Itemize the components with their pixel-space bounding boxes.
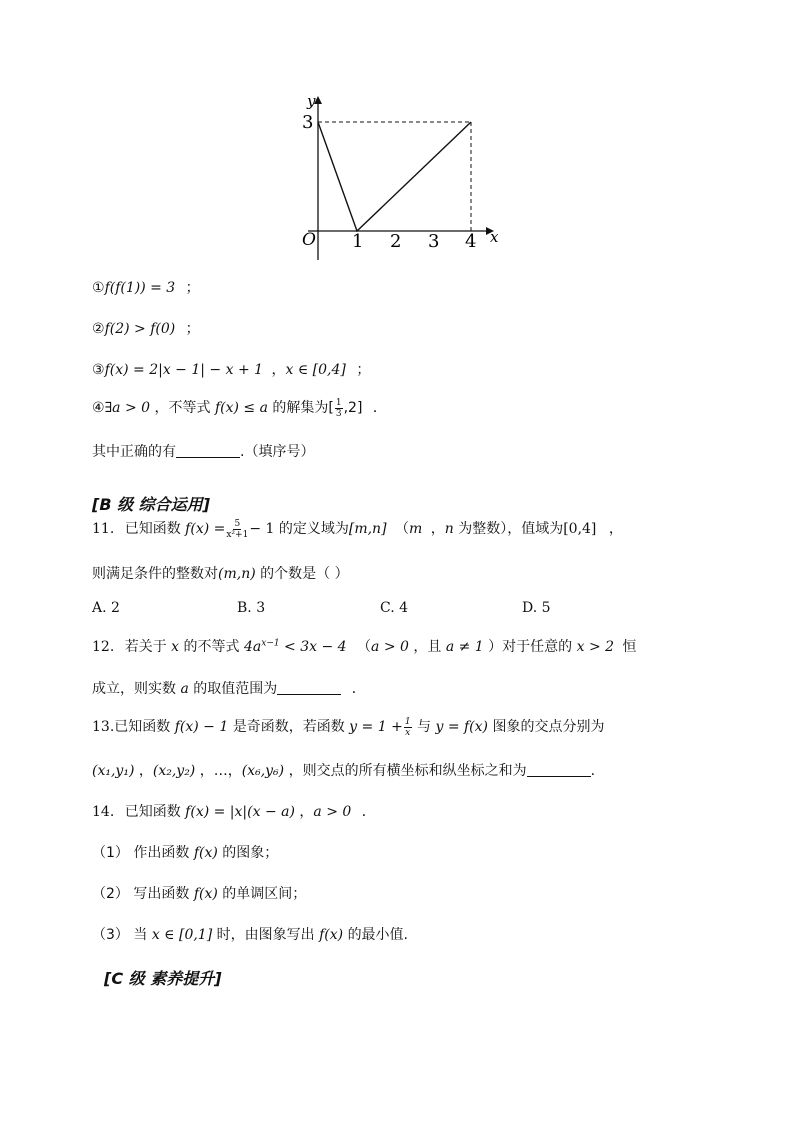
q13-answer-blank[interactable]: [527, 762, 591, 777]
answer-prompt-suffix: .（填序号）: [240, 444, 315, 460]
q13-sep2: ，…，: [199, 763, 242, 779]
q14-part-2-text: 写出函数: [133, 886, 190, 902]
semicolon: ；: [185, 280, 200, 296]
q12-line2-text2: 的取值范围为: [193, 681, 278, 697]
q13-text3: 与: [417, 719, 431, 735]
y-axis-label: y: [307, 92, 316, 110]
conclusion-4-ineq: f(x) ≤ a: [214, 400, 268, 416]
q11-text6: ，: [608, 521, 623, 537]
q14-part-1-text: 作出函数: [133, 845, 190, 861]
question-11-line1: [92, 518, 623, 540]
question-12-line1: [92, 636, 637, 656]
q11-domain: [m,n]: [348, 521, 387, 537]
q12-text1: 若关于: [124, 639, 167, 655]
q14-text1: 已知函数: [124, 804, 181, 820]
q14-part-1: [92, 842, 278, 862]
answer-blank[interactable]: [176, 443, 240, 458]
x-tick-2: 2: [390, 231, 402, 252]
y-tick-3: 3: [302, 112, 314, 133]
circle-number-4: ④: [92, 400, 105, 416]
q11-option-c[interactable]: C. 4: [380, 600, 409, 616]
q14-part-2-num: （2）: [92, 886, 129, 902]
circle-number-1: ①: [92, 280, 105, 296]
period: ．: [372, 400, 387, 416]
semicolon: ；: [356, 362, 371, 378]
q12-inequality: $4a^{x-1} < 3x - 4$: [243, 638, 347, 655]
q14-part-2: [92, 883, 306, 903]
q12-text3: （: [357, 639, 372, 655]
q13-point-1: (x₁,y₁): [92, 763, 135, 779]
conclusion-4-text1: ，不等式: [154, 400, 211, 416]
q13-sep1: ，: [138, 763, 153, 779]
q14-f: f(x) = |x|(x − a): [185, 804, 295, 820]
answer-prompt: [92, 441, 314, 461]
q12-x: x: [171, 639, 180, 655]
q14-part-1-f: f(x): [193, 845, 218, 861]
q14-text2: ，: [299, 804, 314, 820]
comma: ，: [271, 362, 286, 378]
x-axis-label: x: [490, 228, 499, 246]
q12-cond1: a > 0: [371, 639, 409, 655]
q14-part-2-end: 的单调区间；: [222, 886, 307, 902]
conclusion-2-expr: f(2) > f(0): [104, 321, 176, 337]
q11-text5: 为整数），值域为: [458, 521, 564, 537]
function-curve: [318, 122, 471, 231]
fraction-one-third: $\frac{1}{3}$: [335, 397, 342, 419]
q14-part-3-num: （3）: [92, 927, 129, 943]
q13-point-6: (x₆,y₆): [241, 763, 285, 779]
period: ．: [361, 804, 376, 820]
q14-part-3-domain: x ∈ [0,1]: [151, 927, 213, 943]
q11-pair: (m,n): [218, 566, 256, 582]
conclusion-3-expr: f(x) = 2|x − 1| − x + 1: [104, 362, 264, 378]
answer-prompt-text: 其中正确的有: [92, 444, 176, 460]
semicolon: ；: [185, 321, 200, 337]
q14-part-3-text2: 时，由图象写出: [216, 927, 315, 943]
conclusion-1: [92, 277, 200, 297]
circle-number-2: ②: [92, 321, 105, 337]
q12-text2: 的不等式: [183, 639, 240, 655]
q11-option-d[interactable]: D. 5: [522, 600, 551, 616]
q11-text3: （: [394, 521, 409, 537]
q13-line2-text: ，则交点的所有横坐标和纵坐标之和为: [288, 763, 527, 779]
q12-answer-blank[interactable]: [277, 680, 341, 695]
question-number: 13.: [92, 719, 115, 735]
conclusion-4-text3: ,2]: [343, 400, 363, 416]
x-tick-3: 3: [428, 231, 440, 252]
conclusion-3-domain: x ∈ [0,4]: [285, 362, 346, 378]
q14-part-3-text: 当: [133, 927, 148, 943]
conclusion-4: [92, 397, 387, 419]
q12-cond2: a ≠ 1: [445, 639, 484, 655]
conclusion-4-exists: ∃a > 0: [104, 400, 151, 416]
question-13-line2: [92, 760, 595, 780]
conclusion-2: [92, 318, 200, 338]
q14-part-2-f: f(x): [193, 886, 218, 902]
q14-part-3: [92, 924, 408, 944]
origin-label: O: [302, 230, 316, 250]
question-13-line1: [92, 716, 604, 738]
q11-text1: 已知函数: [124, 521, 181, 537]
q13-point-2: (x₂,y₂): [152, 763, 196, 779]
q14-part-3-end: 的最小值.: [347, 927, 409, 943]
q11-f: f(x) =: [185, 521, 226, 537]
period: ．: [351, 681, 366, 697]
q11-m: m: [408, 521, 423, 537]
q11-n: n: [444, 521, 454, 537]
q14-cond: a > 0: [313, 804, 352, 820]
q13-text2: 是奇函数，若函数: [232, 719, 345, 735]
question-number: 12.: [92, 639, 115, 655]
q12-text6: 恒: [622, 639, 637, 655]
q11-option-b[interactable]: B. 3: [237, 600, 266, 616]
q11-minus1: − 1: [249, 521, 275, 537]
x-tick-4: 4: [465, 231, 477, 252]
q13-y: y = 1 +: [349, 719, 403, 735]
q11-line2-end: 的个数是（ ）: [260, 566, 349, 582]
function-graph: [280, 88, 510, 268]
q12-line2-text: 成立，则实数: [92, 681, 176, 697]
q13-yf: y = f(x): [435, 719, 488, 735]
conclusion-4-text2: 的解集为[: [272, 400, 334, 416]
q14-part-1-end: 的图象；: [222, 845, 279, 861]
q13-text1: 已知函数: [114, 719, 171, 735]
conclusion-1-expr: f(f(1)) = 3: [104, 280, 176, 296]
q12-a: a: [180, 681, 189, 697]
q11-line2-text: 则满足条件的整数对: [92, 566, 218, 582]
x-tick-1: 1: [352, 231, 364, 252]
q14-part-3-f: f(x): [319, 927, 344, 943]
q11-text2: 的定义域为: [278, 521, 349, 537]
q11-fraction: $\frac{5}{\text{x²+1}}$: [226, 518, 249, 540]
q12-cond3: x > 2: [576, 639, 615, 655]
circle-number-3: ③: [92, 362, 105, 378]
question-12-line2: [92, 678, 366, 698]
section-b-heading: [B 级 综合运用]: [92, 495, 210, 514]
question-number: 14.: [92, 804, 115, 820]
q13-f: f(x) − 1: [174, 719, 229, 735]
q11-option-a[interactable]: A. 2: [92, 600, 120, 616]
q13-text4: 图象的交点分别为: [492, 719, 605, 735]
question-14-line1: [92, 801, 376, 821]
q12-text5: ）对于任意的: [488, 639, 573, 655]
q13-fraction: $\frac{1}{x}$: [404, 716, 411, 738]
period: .: [590, 763, 596, 779]
q11-text4: ，: [430, 521, 445, 537]
q12-text4: ，且: [413, 639, 442, 655]
q14-part-1-num: （1）: [92, 845, 129, 861]
question-11-line2: [92, 563, 349, 583]
q11-range: [0,4]: [563, 521, 597, 537]
conclusion-3: [92, 359, 370, 379]
section-c-heading: [C 级 素养提升]: [104, 969, 222, 988]
question-number: 11.: [92, 521, 115, 537]
